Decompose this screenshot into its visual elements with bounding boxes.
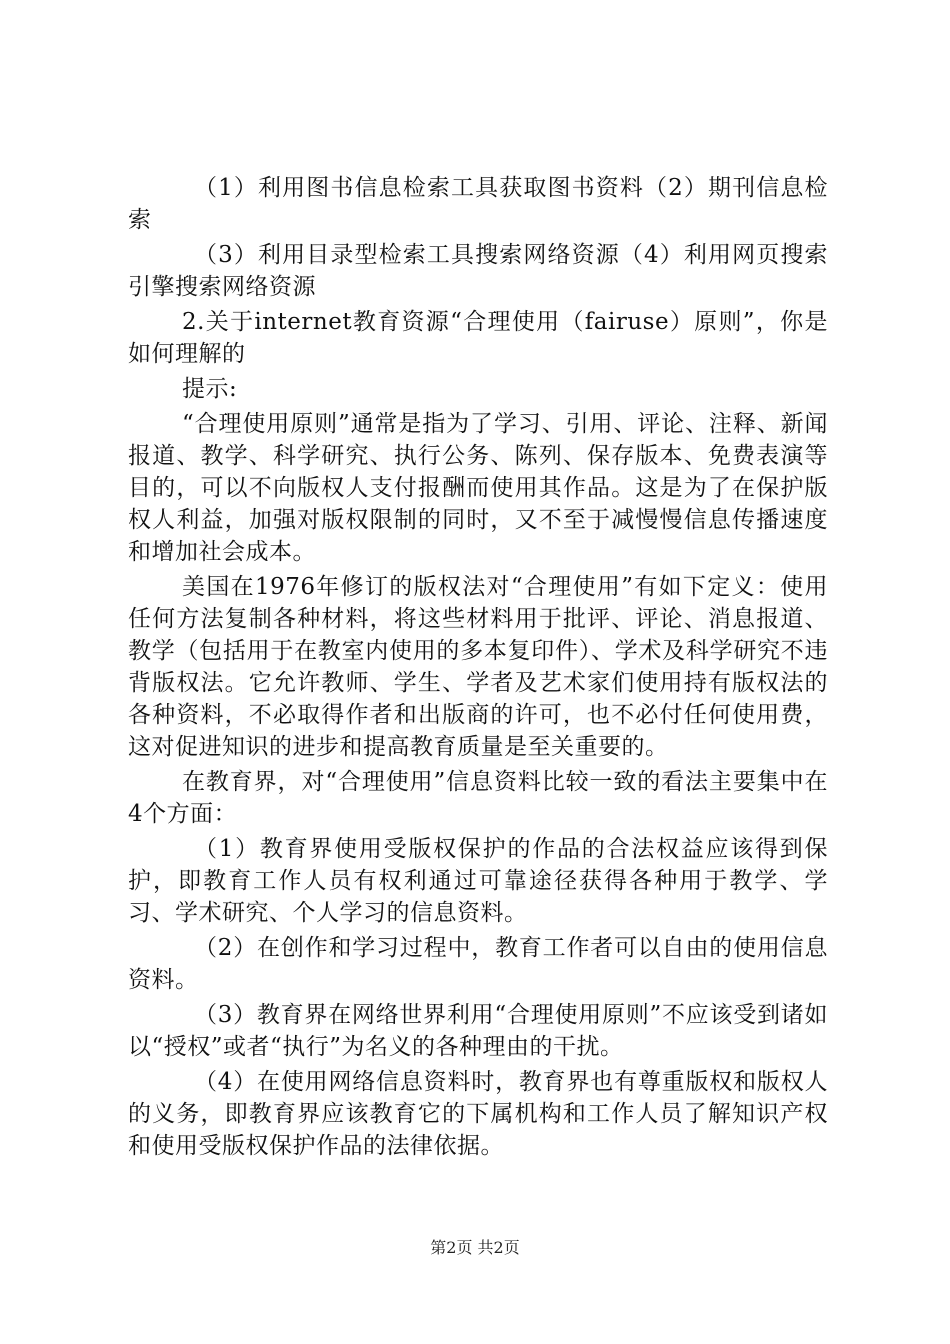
paragraph-question-2: 2.关于internet教育资源“合理使用（fairuse）原则”，你是如何理解的 — [128, 309, 828, 367]
paragraph-point-3: （3）教育界在网络世界利用“合理使用原则”不应该受到诸如以“授权”或者“执行”为名义的各种理由的干扰。 — [128, 1002, 828, 1060]
paragraph-education-consensus: 在教育界，对“合理使用”信息资料比较一致的看法主要集中在4个方面： — [128, 769, 828, 827]
paragraph-retrieval-methods-1: （1）利用图书信息检索工具获取图书资料（2）期刊信息检索 — [128, 175, 828, 233]
paragraph-point-1: （1）教育界使用受版权保护的作品的合法权益应该得到保护，即教育工作人员有权利通过可靠途径获得各种用于教学、学习、学术研究、个人学习的信息资料。 — [128, 836, 828, 926]
paragraph-fair-use-definition: “合理使用原则”通常是指为了学习、引用、评论、注释、新闻报道、教学、科学研究、执行公务、陈列、保存版本、免费表演等目的，可以不向版权人支付报酬而使用其作品。这是为了在保护版权人利益，加强对版权限制的同时，又不至于减慢慢信息传播速度和增加社会成本。 — [128, 411, 828, 565]
paragraph-us-copyright-law: 美国在1976年修订的版权法对“合理使用”有如下定义：使用任何方法复制各种材料，将这些材料用于批评、评论、消息报道、教学（包括用于在教室内使用的多本复印件）、学术及科学研究不违背版权法。它允许教师、学生、学者及艺术家们使用持有版权法的各种资料，不必取得作者和出版商的许可，也不必付任何使用费，这对促进知识的进步和提高教育质量是至关重要的。 — [128, 574, 828, 760]
paragraph-hint-label: 提示: — [182, 376, 238, 402]
paragraph-retrieval-methods-2: （3）利用目录型检索工具搜索网络资源（4）利用网页搜索引擎搜索网络资源 — [128, 242, 828, 300]
document-body — [128, 172, 828, 1165]
page-footer: 第2页 共2页 — [430, 1238, 520, 1257]
paragraph-point-4: （4）在使用网络信息资料时，教育界也有尊重版权和版权人的义务，即教育界应该教育它的下属机构和工作人员了解知识产权和使用受版权保护作品的法律依据。 — [128, 1069, 828, 1159]
paragraph-point-2: （2）在创作和学习过程中，教育工作者可以自由的使用信息资料。 — [128, 935, 828, 993]
